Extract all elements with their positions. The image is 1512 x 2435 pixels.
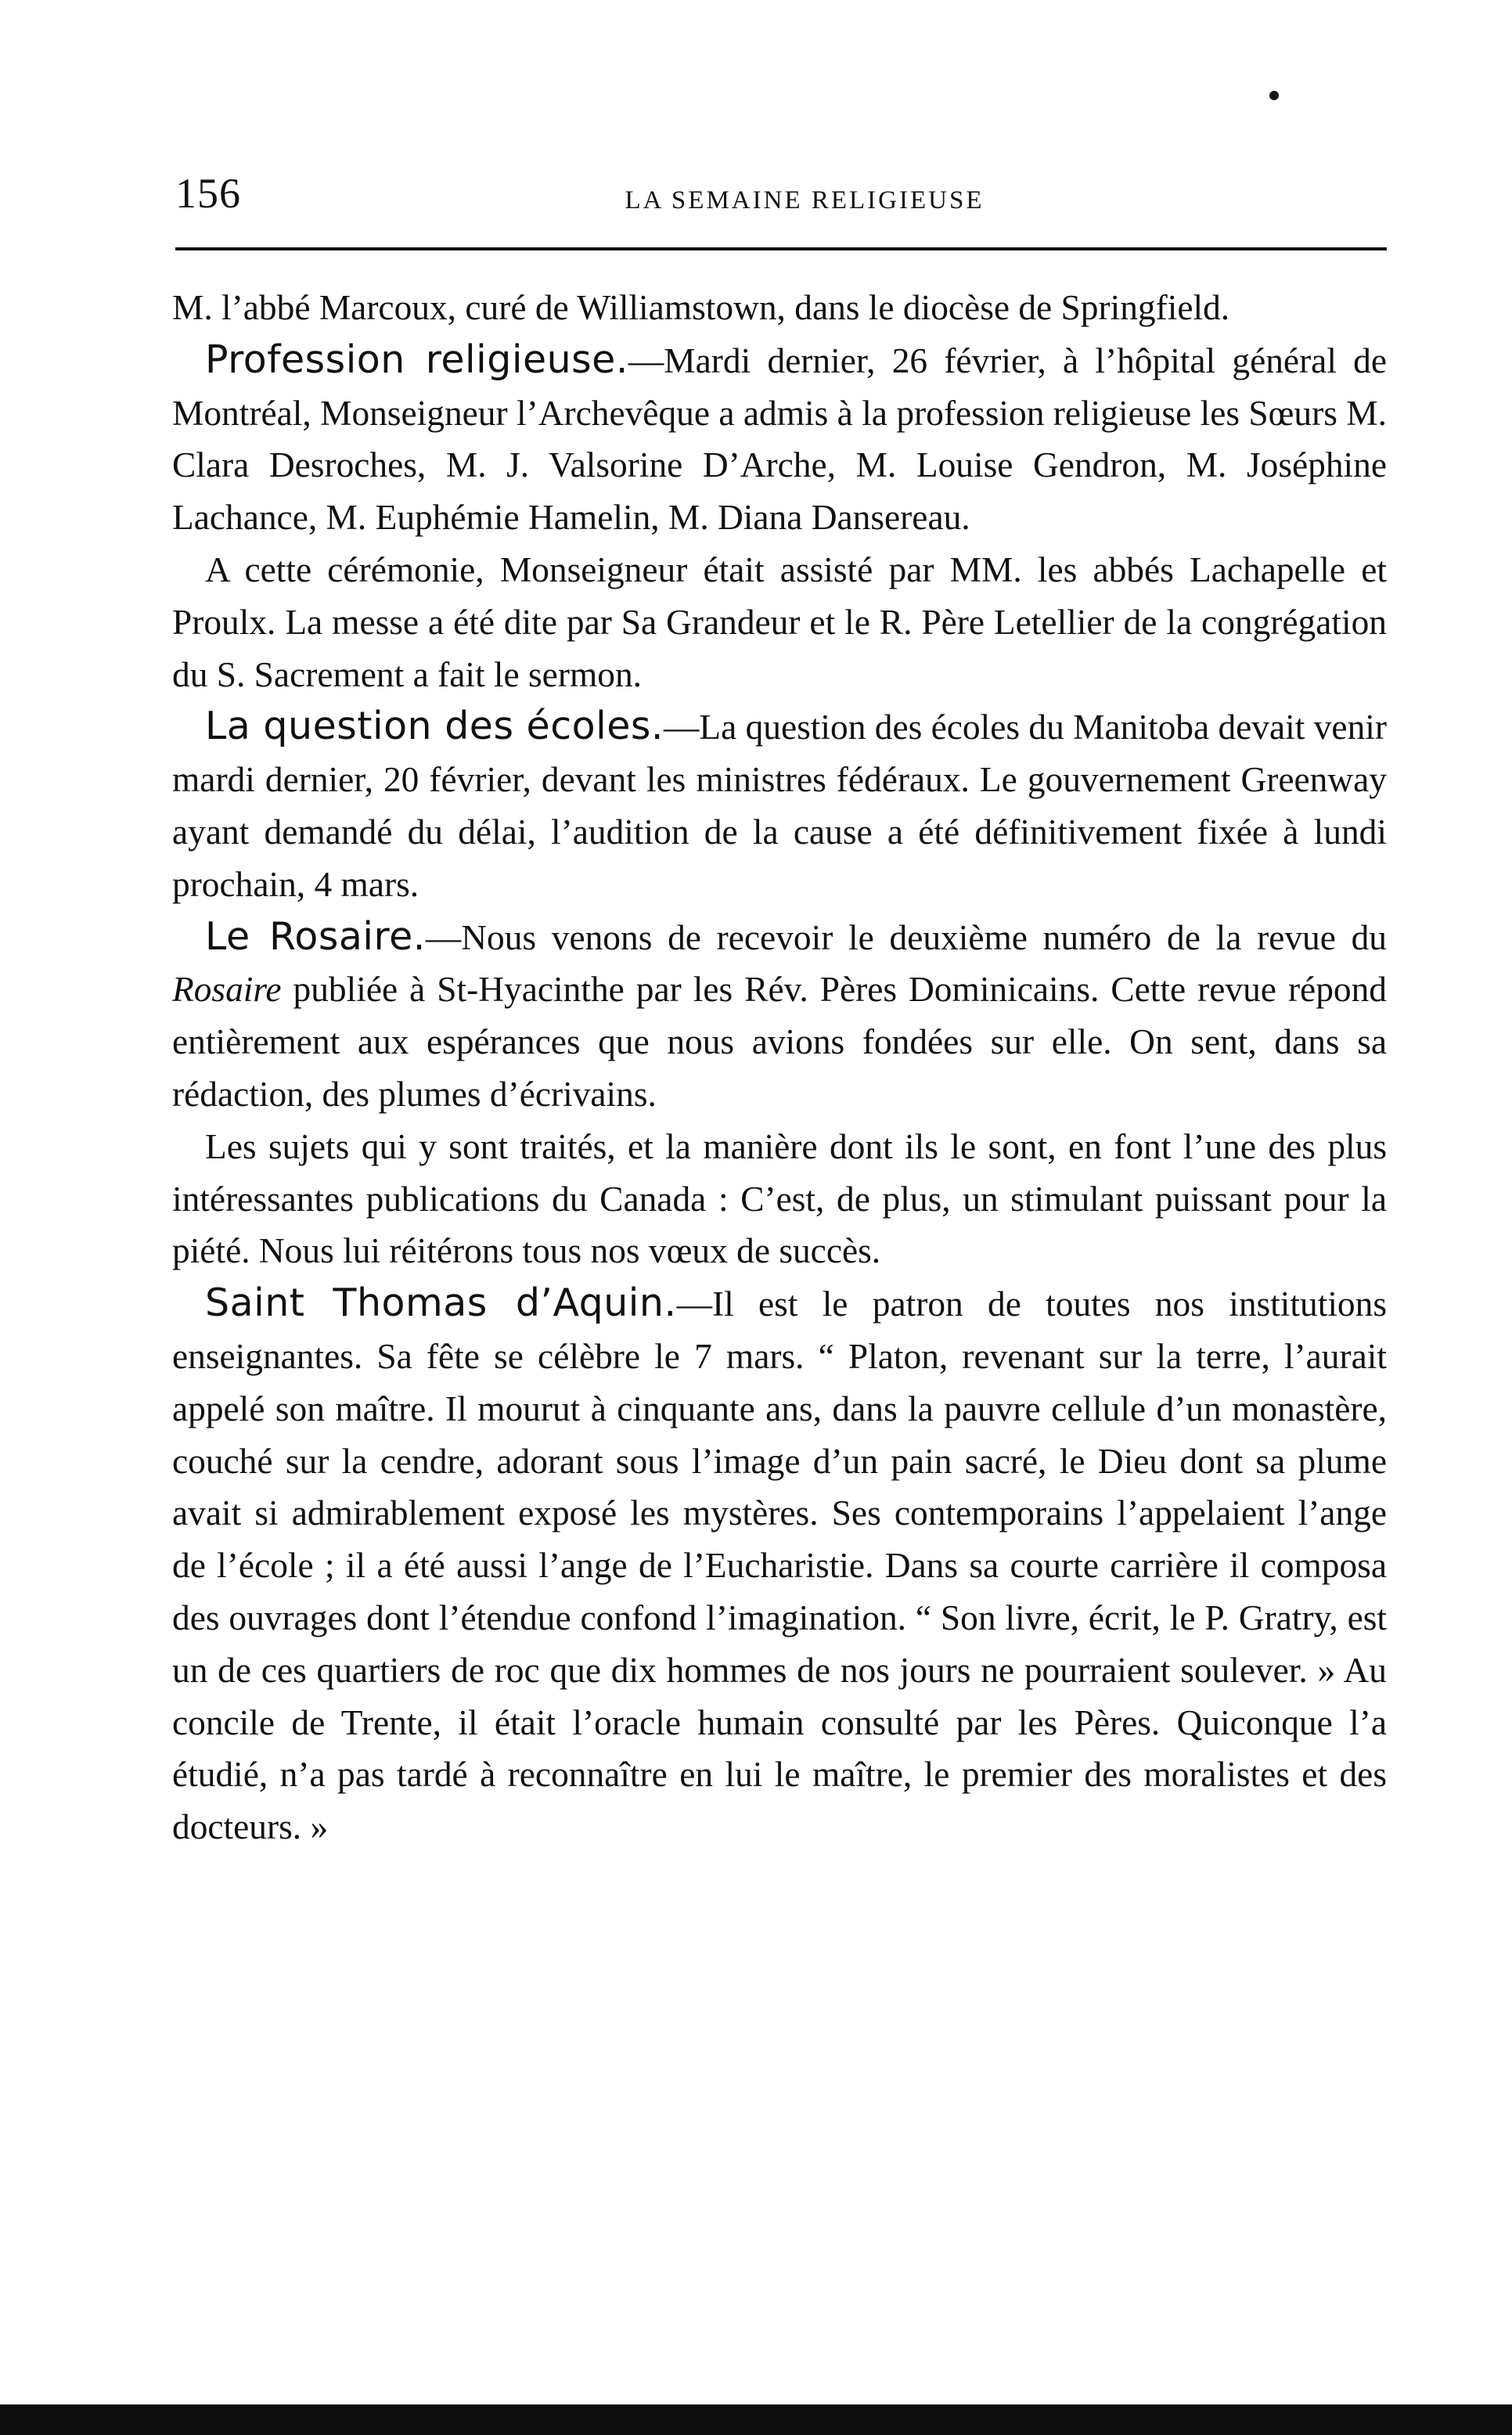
bottom-scan-edge: [0, 2404, 1512, 2435]
rosaire-paragraph-2: Les sujets qui y sont traités, et la manière dont ils le sont, en font l’une des plus intéressantes publications du Canada : C’est, de plus, un stimulant puissant pour la piété. Nous lui réitérons tous nos vœux de succès.: [172, 1126, 1387, 1271]
page-body: [172, 282, 1387, 1853]
intro-paragraph: M. l’abbé Marcoux, curé de Williamstown, dans le diocèse de Springfield.: [172, 288, 1230, 327]
thomas-title: Saint Thomas d’Aquin.: [205, 1281, 677, 1326]
rosaire-text-after: publiée à St-Hyacinthe par les Rév. Pères Dominicains. Cette revue répond entièrement aux espérances que nous avions fondées sur elle. On sent, dans sa rédaction, des plumes d’écrivains.: [172, 970, 1387, 1114]
header-rule: [175, 247, 1387, 250]
profession-paragraph-2: A cette cérémonie, Monseigneur était assisté par MM. les abbés Lachapelle et Proulx. La messe a été dite par Sa Grandeur et le R. Père Letellier de la congrégation du S. Sacrement a fait le sermon.: [172, 549, 1387, 694]
rosaire-journal-name: Rosaire: [172, 970, 282, 1010]
profession-text: —Mardi dernier, 26 février, à l’hôpital général de Montréal, Monseigneur l’Archevêque a admis à la profession religieuse les Sœurs M. Clara Desroches, M. J. Valsorine D’Arche, M. Louise Gendron, M. Joséphine Lachance, M. Euphémie Hamelin, M. Diana Dansereau.: [172, 340, 1388, 538]
page-header: [175, 161, 1387, 240]
print-speck: [1269, 91, 1279, 100]
thomas-text: —Il est le patron de toutes nos institutions enseignantes. Sa fête se célèbre le 7 mars. “ Platon, revenant sur la terre, l’aurait appelé son maître. Il mourut à cinquante ans, dans la pauvre cellule d’un monastère, couché sur la cendre, adorant sous l’image d’un pain sacré, le Dieu dont sa plume avait si admirablement exposé les mystères. Ses contemporains l’appelaient l’ange de l’école ; il a été aussi l’ange de l’Eucharistie. Dans sa courte carrière il composa des ouvrages dont l’étendue confond l’imagination. “ Son livre, écrit, le P. Gratry, est un de ces quartiers de roc que dix hommes de nos jours ne pourraient soulever. » Au concile de Trente, il était l’oracle humain consulté par les Pères. Quiconque l’a étudié, n’a pas tardé à reconnaître en lui le maître, le premier des moralistes et des docteurs. »: [172, 1284, 1387, 1847]
thomas-paragraph: [172, 1277, 1387, 1853]
rosaire-title: Le Rosaire.: [205, 913, 426, 959]
rosaire-text-before: —Nous venons de recevoir le deuxième numéro de la revue du: [425, 917, 1388, 957]
profession-title: Profession religieuse.: [205, 337, 628, 382]
ecoles-title: La question des écoles.: [205, 704, 664, 749]
profession-paragraph: [172, 334, 1387, 544]
running-head: LA SEMAINE RELIGIEUSE: [625, 186, 985, 214]
rosaire-paragraph: [172, 911, 1387, 1121]
page-number: 156: [175, 170, 241, 217]
ecoles-text: —La question des écoles du Manitoba devait venir mardi dernier, 20 février, devant les ministres fédéraux. Le gouvernement Greenway ayant demandé du délai, l’audition de la cause a été définitivement fixée à lundi prochain, 4 mars.: [172, 708, 1387, 904]
ecoles-paragraph: [172, 701, 1387, 910]
